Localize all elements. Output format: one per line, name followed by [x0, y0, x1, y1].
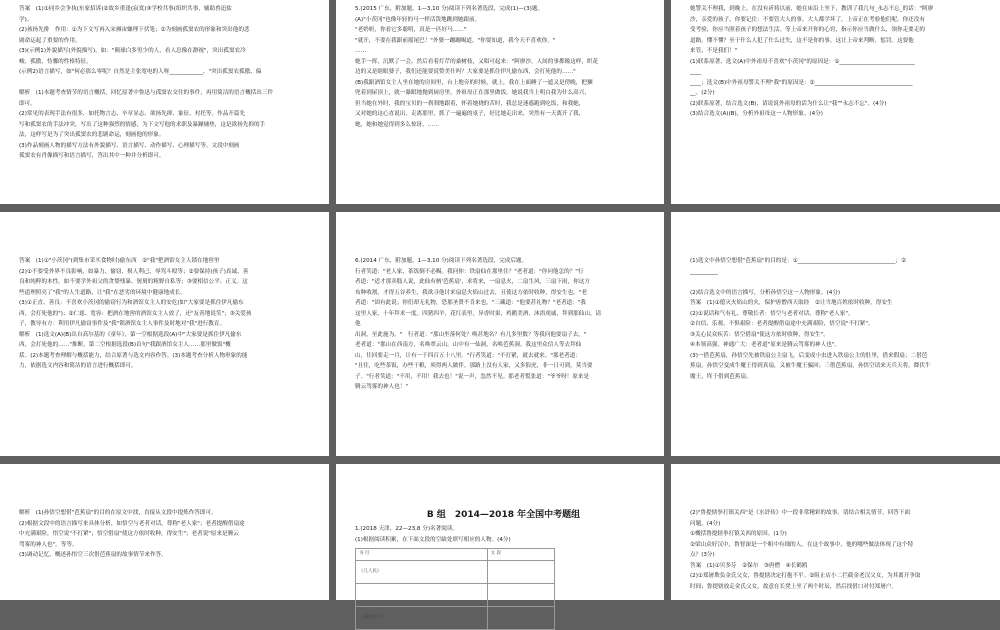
text-line: (3)作品刻画人物的描写方法有外貌描写、语言描写、动作描写、心理描写等。文段中刻画	[19, 142, 240, 149]
text-line: ①概括鲁提辖拳打镇关西的原因。(1分)	[690, 531, 787, 537]
text-line: 蕉扇，孙悟空变成牛魔王得到真扇，又被牛魔王骗回；三借芭蕉扇，孙悟空请来天兵天将，降伏牛	[690, 363, 931, 369]
page-thumbnail-6[interactable]	[671, 212, 1000, 456]
text-line: 点？(3分)	[690, 552, 715, 558]
text-line: 道路。懂不懂？至于什么人犯了什么过失，这不是你的事。这让上帝来判断、惩罚。这要他	[690, 37, 914, 44]
text-line: "且住，吃些茶饭，办些干粮，须得两人做伴。那路上没有人家，又多狼虎，非一日可到。莫当要	[355, 363, 593, 369]
text-line: 出洞，至此施为。" 行者道："那山坐落何处？唤甚地名？有几多里数？等我问他要扇子去。"	[355, 331, 587, 338]
page-thumbnail-8[interactable]	[336, 464, 664, 620]
text-line: (2)"鲁提辖拳打镇关西"是《水浒传》中一段非常精彩的故事。请结合相关情节，回答下面	[690, 510, 911, 516]
text-line: 者道："固有此说；你们却无礼物，恐那圣贤不肯来也。"三藏道："他要甚礼物？"老者道："我	[355, 300, 587, 306]
text-line: ……	[355, 48, 367, 54]
text-line: (1)联系原著，选文(A)中外祖母不喜欢"小茨冈"的原因是：①___________________________	[690, 58, 915, 65]
text-line: (2)①不要受外界不良影响，如暴力、偷窃、损人利己、辱骂斗殴等；②要保持(孩子)真诚、善	[19, 268, 249, 275]
text-line: (1)根据阅读积累，在下面文段的空缺处填写相应的人物。(4分)	[355, 536, 511, 543]
text-line: 问题。(4分)	[690, 520, 721, 527]
text-line: 西，会打死他的")；②仁慈、宽容：把酒在地窖的酒馆女主人放了，还"友善地说笑"；③关爱孩	[19, 310, 252, 317]
text-line	[690, 277, 990, 288]
text-line: 老者道："那山在西南方，名唤翠云山。山中有一仙洞，名唤芭蕉洞。我这里众信人等去拜仙	[355, 342, 582, 348]
text-line: 5.(2015 广东，附加题，1—3,10 分)阅读下列名著选段，完成(1)—(3)题。	[355, 6, 544, 12]
table-cell-title: 《儿人民》	[356, 561, 488, 584]
text-line: 剧命运起了重要的作用。	[19, 37, 81, 44]
text-line: 写和孤窦农的手法冲突，写出了这种强烈的情感，为下文写他的求职及暴躁辅垫，这是欲扬先抑的手	[19, 121, 266, 128]
text-line: 学)。	[19, 16, 33, 23]
text-line: 子。"行者笑道："不用，不用！我去也！"说一声，忽然不见。那老者慌张道："爷爷呀！原来是	[355, 373, 590, 380]
text-line: 受考验，你应当照着孩子的想法生活。等上帝来开你的心窍，指示你应当做什么，领你走要走的	[690, 27, 925, 33]
text-line: (1)选文中孙悟空想借"芭蕉扇"的目的是：①___________________________________；②	[690, 258, 907, 264]
table-row	[356, 607, 555, 630]
text-line: __________	[690, 268, 718, 275]
text-line: ③关心民众疾苦：悟空借扇"使这方依时收种，得安生"。	[690, 331, 829, 338]
text-line: (2)孩扬先排 作用：①为下文写再入宋褥宙嫌理下伏笔；②为刻画孤窦农的形象和突出他的悲	[19, 27, 250, 33]
text-line: 时间；鲁提辖放走金氏父女，故意在长凳上坐了两个时辰，然后找借口对付郑屠户。	[690, 583, 897, 590]
text-line: 魔王，终于借到芭蕉扇。	[690, 373, 752, 380]
text-line: 1.(2018 天津，22—23,8 分)名著阅读。	[355, 526, 459, 532]
page-thumbnail-3[interactable]	[671, 0, 1000, 204]
text-line: 她警关不理我，到晚上，在没有祈祷以前，她在床沿上坐下，教训了我几句_永志不忘_的话："阿廖	[690, 6, 934, 12]
text-line: ②自信、乐观、不惧艰险：老者提醒借扇途中充满艰险，悟空说"不打紧"。	[690, 321, 874, 327]
text-line: (示例2)语言描写，如"何必那么零呢？自然是主张宽电的人呀____________，"突出孤窦农孤傲、偏	[19, 69, 262, 75]
text-line: 力，依据选文内容和简洁的语言进行概括即可。	[19, 363, 137, 369]
text-line: 他	[355, 321, 361, 327]
text-line: 即可。	[19, 100, 36, 107]
text-line: 良和纯粹的本性，如不要学外祖父的贪婪残暴、舅舅的粗野自私等；③要相信公平、正义。这	[19, 279, 248, 285]
text-line: 解析 (1)本题考查情节的语言概括，回忆原著中鲁迅与孤窦农交往的事件，再用简洁的语言概括出三件	[19, 90, 274, 96]
text-line: 来管，不是我们！"	[690, 48, 738, 54]
text-line: 边的又是瞎眼婆子，我们还能要说赞美什吗？大家要是抓住伊凡偷东西，会打死他的……"	[355, 69, 576, 75]
text-line: 又对她的这心直说出，走离那里，抓了一遍遍的桌子，好比她走出来，突然有一天离开了我，	[355, 111, 585, 117]
text-line: 布种收割，才得五谷养生，我欲寻他讨来扇息火焰山过去，且使这方依时收种，得安生也。"老	[355, 289, 587, 296]
text-line: 她，她和她觉得到多么惊讶。……	[355, 121, 439, 128]
text-line: (A)"小茨冈"也像年轻的马一样活泼地跳到她跟前。	[355, 16, 481, 23]
section-heading: B 组 2014—2018 年全国中考题组	[426, 510, 581, 520]
text-line: 解析 (1)孙悟空想借"芭蕉扇"的目的在原文中找，直接从文段中提炼作答即可。	[19, 510, 217, 516]
text-line: (2)根据文段中的语言描写来具体分析，如悟空与老者对话，尊称"老人家"；老者提醒借扇途	[19, 520, 245, 527]
table-cell-passage	[487, 561, 554, 584]
text-line: 驾雾的神人也"。等等。	[19, 541, 78, 548]
text-line: 答案 (1)①同乡会争执(东家招诉)②故乡重逢(寂寞)③学校共事(组织共事，辅助兽迅盐	[19, 6, 232, 12]
text-line: (2)①说话和气有礼、尊敬长者：悟空与老者对话，尊称"老人家"。	[690, 310, 854, 317]
text-line: (3)(示例1)外貌描写(外貌描写)，如："颠球白多男少的人，看人总像在渺视"，突出孤窦农冷	[19, 48, 246, 54]
text-line: 6.(2014 广东，附加题，1—3,10 分)阅读下列名著选段，完成后题。	[355, 258, 528, 264]
text-line: (3)①正直、善良：不喜欢小茨冈的偷窃行为和酒馆女主人的安危(如"大家要是抓住伊凡偷东	[19, 300, 244, 306]
text-line: ②梁山众好汉中，鲁智深是一个粗中有细的人。在这个故事中，他的哪些做法体现了这个特	[690, 541, 914, 548]
text-line	[19, 78, 319, 89]
text-line: (3)调动记忆，概述孙悟空三次借芭蕉扇的故事情节来作答。	[19, 552, 167, 558]
text-line: 括。(2)本题考查理解与概括能力，结合原著与选文内容作答。(3)本题考查分析人物形象的能	[19, 352, 248, 359]
text-line: "老奶奶，你看它多聪明，真是一匹好马……"	[355, 27, 467, 33]
text-line: 者道："适才那卖糕人说，此仙有柄'芭蕉扇'，求将来，一扇息火，二扇生风，三扇下雨，你这方	[355, 279, 590, 285]
text-line: 但当她在外时，我的宝贝的一刹刹地跟着，怀着她挠的苦时，我总是迷惑跑到吃饭，和我她，	[355, 100, 585, 107]
text-line: (2)常见的表现手法有很多，如托物言志、卒章显志、欲扬先抑、象征、衬托等。作品开篇先	[19, 111, 246, 117]
text-line: ④本领高强，神通广大：老者道"原来是腾云驾雾的神人也"。	[690, 342, 841, 348]
table-cell-passage	[487, 584, 554, 607]
text-line: 中充满艰险，悟空说"不打紧"；悟空借扇"使这方依时收种，得安生"；老者说"原来是腾云	[19, 531, 239, 537]
text-line: (3)结合选文(A)(B)，分析外祖母这一人物形象。(4分)	[690, 111, 823, 117]
page-thumbnail-2[interactable]	[336, 0, 664, 204]
text-line: 这里人家，十年拜求一度。四猪四羊，花红表里，异香时果，鸡鹅美酒，沐浴虔诚，拜到那仙山，请	[355, 310, 602, 317]
text-line: 兜着到屋顶上，就一瀑眼地抛到厨房里，外祖母正在那里做饭。她说我当上明白我为什么高兴，	[355, 90, 590, 96]
text-line: 答案 (1)①贝多芬 ②保尔 ③唐僧 ④长鹤鸥	[690, 562, 808, 569]
text-line: ____	[690, 69, 702, 75]
question-table	[355, 548, 555, 630]
page-thumbnail-4[interactable]	[0, 212, 329, 456]
text-line: (3)一借芭蕉扇，孙悟空先被铁扇公主扇飞，后变成小虫进入铁扇公主的肚里，借来假扇；二借芭	[690, 352, 928, 359]
text-line: 子，教导有方：利用伊凡偷窃事件及"我"锁酒馆女主人事件及时地对"我"进行教育。	[19, 321, 226, 327]
text-line: 沙，亲爱的孩子，你要记住：不要管大人的事。大人都学坏了，上帝正在考验他们呢。你还没有	[690, 16, 925, 23]
page-thumbnail-7[interactable]	[0, 464, 329, 600]
page-thumbnail-9[interactable]	[671, 464, 1000, 600]
text-line: 答案 (1)①"小茨冈"(到集市采买食物时)偷东西 ②"我"把酒馆女主人锁在地窖里	[19, 258, 220, 264]
text-line: 西，会打死他的……"推断，第二空根据选段(B)首句"我跟酒馆女主人……那里做饭"概	[19, 342, 231, 348]
text-line: 解析 (1)选文(A)(B)出自高尔基的《童年》，第一空根据选段(A)中"大家要是抓住伊凡偷东	[19, 331, 242, 338]
table-row	[356, 584, 555, 607]
text-line: 她手一挥，沉默了一会，然后看着灯芹的桑树枝，又唱可起来："阿廖沙，人间的事都像这样，织花	[355, 58, 599, 65]
text-line: __。(2分)	[690, 90, 715, 96]
text-line: ____；选文(B)中外祖母警关不理"我"的原因是：②___________________________________	[690, 79, 913, 86]
table-header-cell: 书 目	[356, 549, 488, 561]
table-row	[356, 561, 555, 584]
text-line: (B)我跟酒馆女主人坐在她的房间里，台上地旁的时候，就上，我在上面睡了一遮又是傍晚，把捆	[355, 79, 593, 86]
text-line: (2)①郑屠欺负金氏父女，鲁提辖决定打抱不平。②阻止店小二拦截金老汉父女，为其离开争取	[690, 573, 921, 579]
text-line: 些道理照亮了"我"的人生道路，让"我"在恶劣的环境中健康地成长。	[19, 289, 186, 296]
text-line: 行者笑道："老人家，茶饭倒不必赐。我问你：铁扇仙在那里住？"老者道："你问他怎的？"行	[355, 268, 584, 275]
table-cell-title: 《骆驼祥子》	[356, 607, 488, 630]
text-line: (2)结合选文中的语言描写，分析孙悟空这一人物形象。(4分)	[690, 289, 841, 296]
text-line: 孤窦农有肖像描写和语言描写，答出其中一种并分析即可。	[19, 153, 165, 159]
table-cell-title	[356, 584, 488, 607]
text-line: "就开，不要在我跟前摇尾巴！"外婆一蹦蹦喝道，"你要知道，我今天不喜欢你。"	[355, 37, 556, 44]
text-line: 法，这样写是为了突出孤窦农的悲剧命运，刻画他的形象。	[19, 132, 165, 138]
page-thumbnail-1[interactable]	[0, 0, 329, 204]
text-line: (2)联系原著，结合选文(B)，请说说外祖母的话为什么让"我""永志不忘"。(4分)	[690, 100, 887, 107]
table-cell-passage	[487, 607, 554, 630]
text-line: 腾云驾雾的神人也！"	[355, 384, 408, 390]
page-thumbnail-5[interactable]	[336, 212, 664, 456]
text-line: 峻、孤傲、恃馨的性格特征。	[19, 58, 92, 65]
text-line: 答案 (1)①熄灭火焰山的火，保护唐僧西天取经 ②让当地百姓依时收种，得安生	[690, 300, 893, 306]
table-header-cell: 文 段	[487, 549, 554, 561]
text-line: 山，往回要走一月，计有一千四百五十八里。"行者笑道："不打紧，就去就来。"那老者道：	[355, 352, 581, 359]
